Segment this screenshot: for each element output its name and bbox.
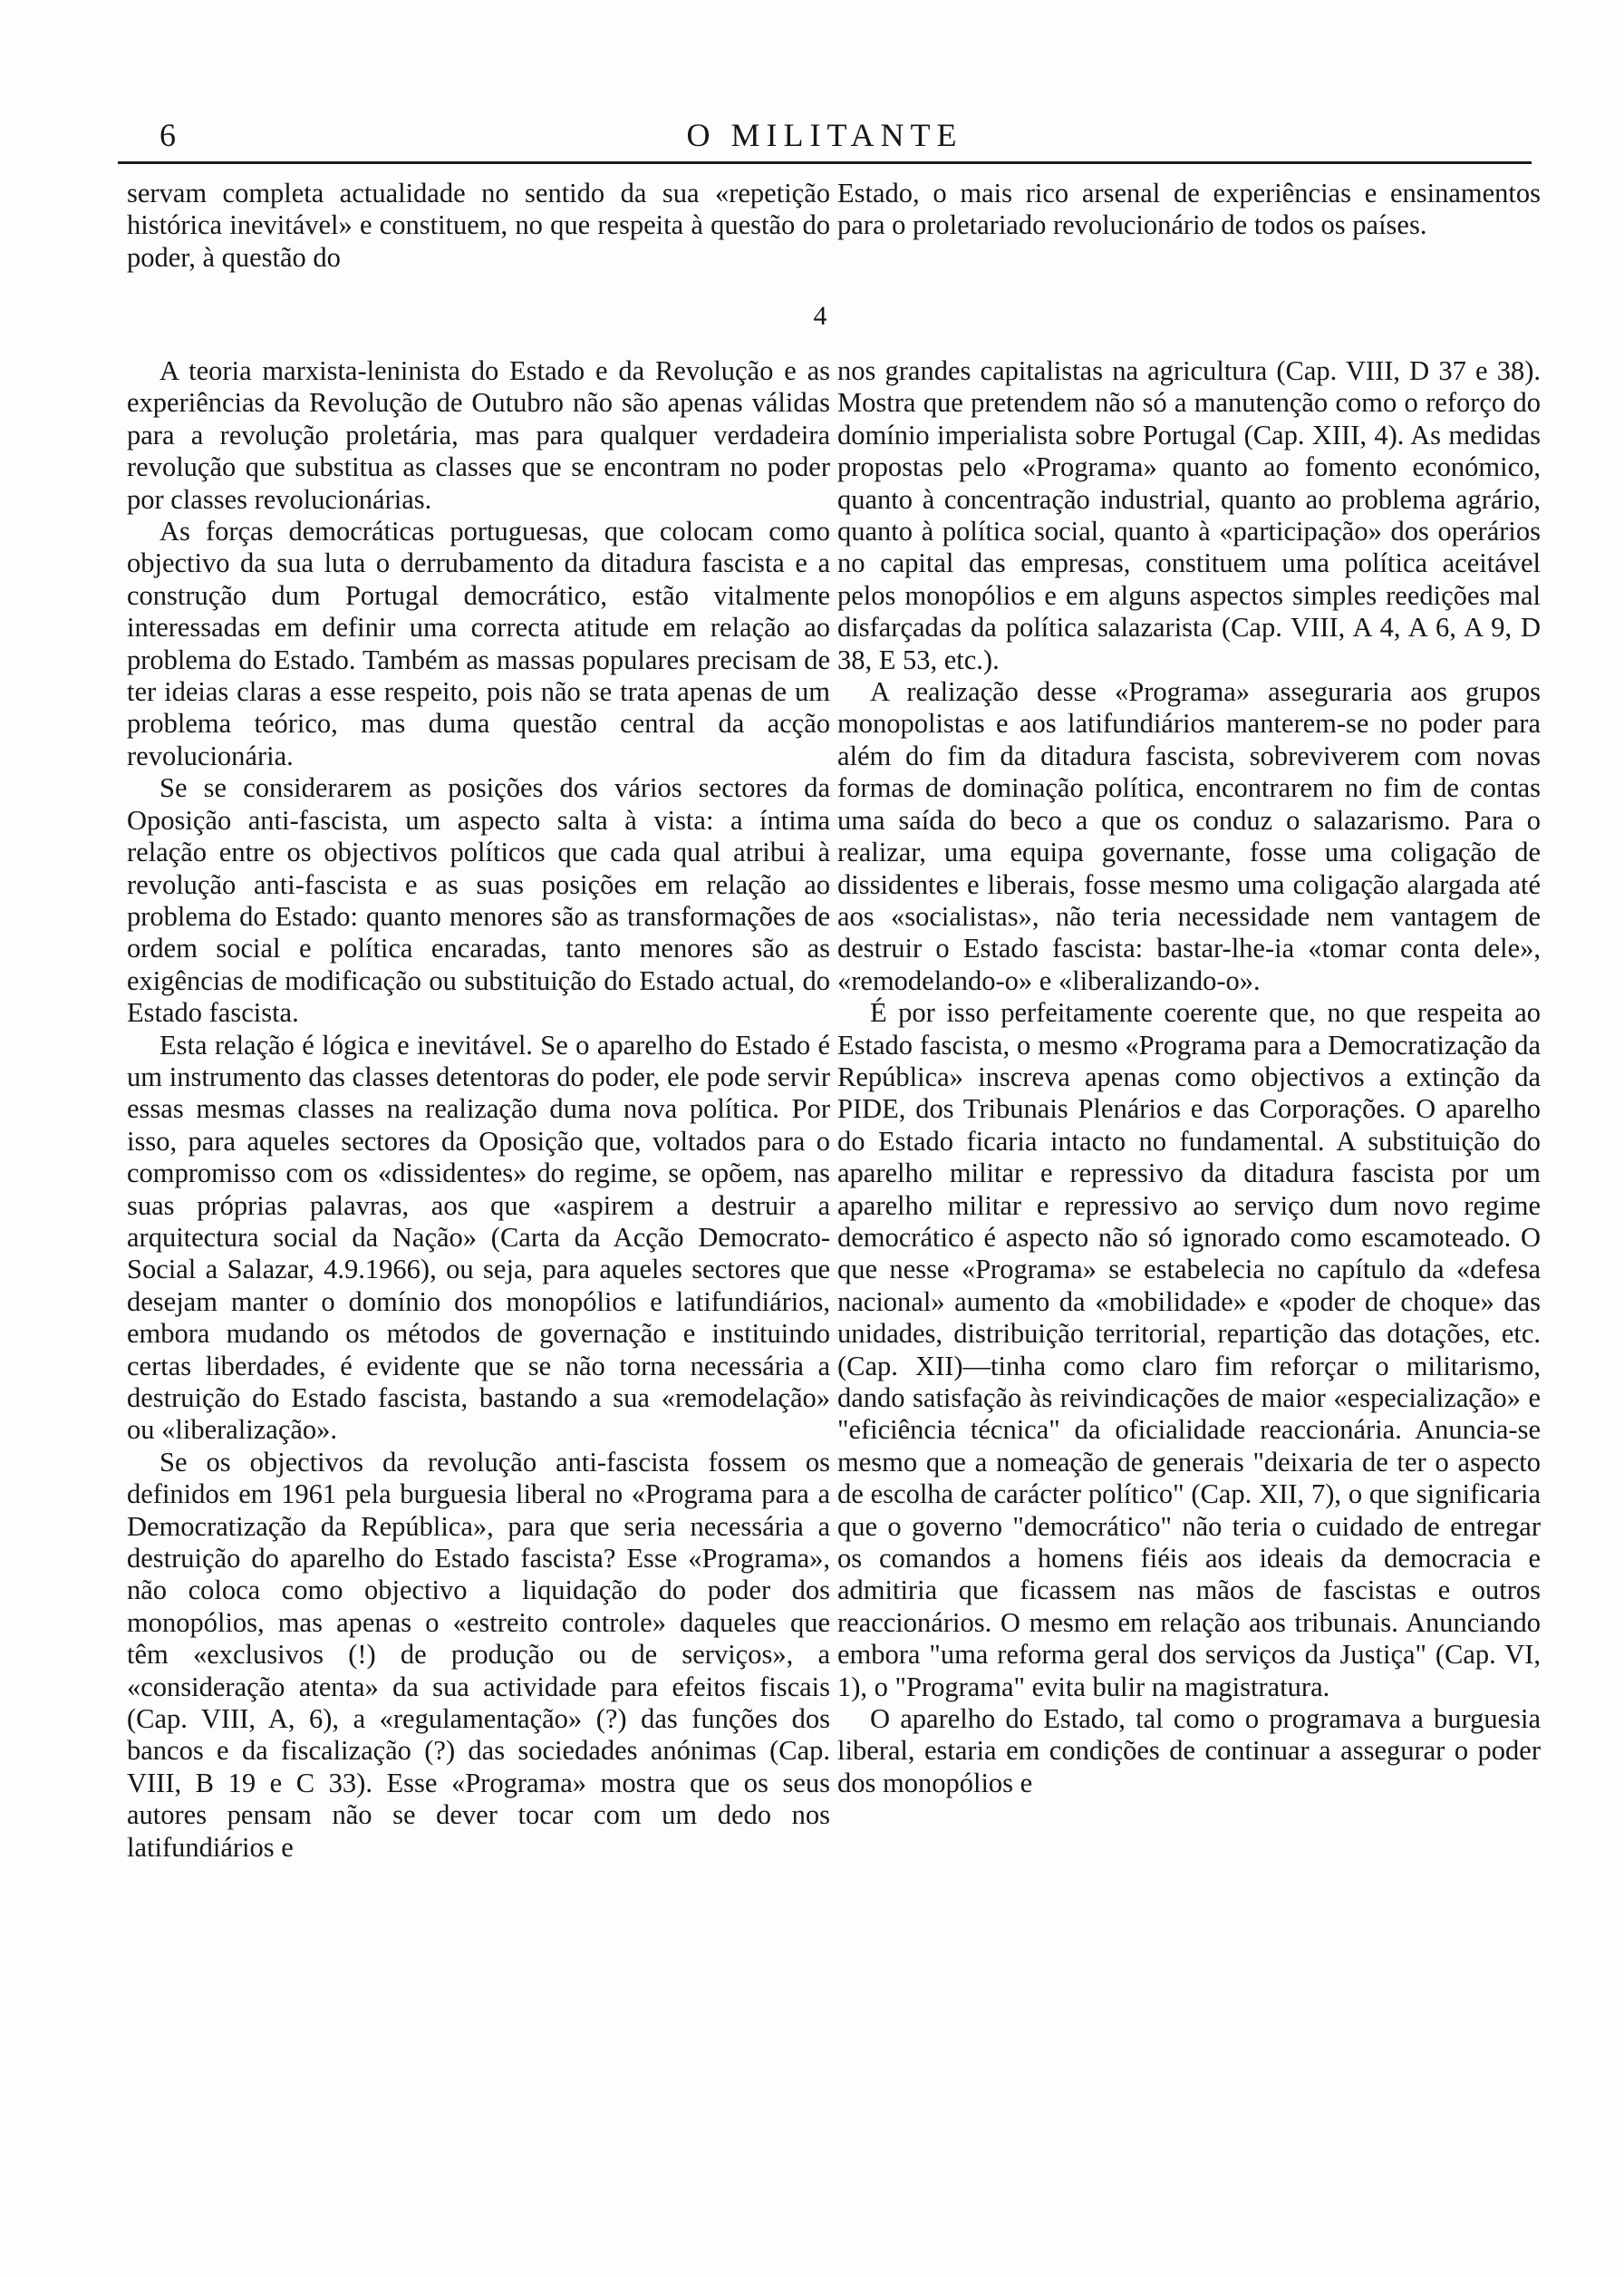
top-left-continuation <box>127 178 830 274</box>
right-column <box>837 355 1541 1799</box>
paragraph: Se os objectivos da revolução anti-fascista fossem os definidos em 1961 pela burguesia liberal no «Programa para a Democratização da República», para que seria necessária a destruição do aparelho do Estado fascista? Esse «Programa», não coloca como objectivo a liquidação do poder dos monopólios, mas apenas o «estreito controle» daqueles que têm «exclusivos (!) de produção ou de serviços», a «consideração atenta» da sua actividade para efeitos fiscais (Cap. VIII, A, 6), a «regulamentação» (?) das funções dos bancos e da fiscalização (?) das sociedades anónimas (Cap. VIII, B 19 e C 33). Esse «Programa» mostra que os seus autores pensam não se dever tocar com um dedo nos latifundiários e <box>127 1446 830 1863</box>
paragraph: O aparelho do Estado, tal como o programava a burguesia liberal, estaria em condições de continuar a assegurar o poder dos monopólios e <box>837 1703 1541 1798</box>
page-header <box>118 116 1532 164</box>
paragraph: A realização desse «Programa» asseguraria aos grupos monopolistas e aos latifundiários manterem-se no poder para além do fim da ditadura fascista, sobreviverem com novas formas de dominação política, encontrarem no fim de contas uma saída do beco a que os conduz o salazarismo. Para o realizar, uma equipa governante, fosse uma coligação de dissidentes e liberais, fosse mesmo uma coligação alargada até aos «socialistas», não teria necessidade nem vantagem de destruir o Estado fascista: bastar-lhe-ia «tomar conta dele», «remodelando-o» e «liberalizando-o». <box>837 676 1541 996</box>
page-number: 6 <box>160 117 176 153</box>
paragraph: servam completa actualidade no sentido da sua «repetição histórica inevitável» e constituem, no que respeita à questão do poder, à questão do <box>127 178 830 273</box>
paragraph: A teoria marxista-leninista do Estado e da Revolução e as experiências da Revolução de Outubro não são apenas válidas para a revolução proletária, mas para qualquer verdadeira revolução que substitua as classes que se encontram no poder por classes revolucionárias. <box>127 355 830 515</box>
paragraph: As forças democráticas portuguesas, que colocam como objectivo da sua luta o derrubamento da ditadura fascista e a construção dum Portugal democrático, estão vitalmente interessadas em definir uma correcta atitude em relação ao problema do Estado. Também as massas populares precisam de ter ideias claras a esse respeito, pois não se trata apenas de um problema teórico, mas duma questão central da acção revolucionária. <box>127 516 830 771</box>
paragraph: É por isso perfeitamente coerente que, no que respeita ao Estado fascista, o mesmo «Programa para a Democratização da República» inscreva apenas como objectivos a extinção da PIDE, dos Tribunais Plenários e das Corporações. O aparelho do Estado ficaria intacto no fundamental. A substituição do aparelho militar e repressivo da ditadura fascista por um aparelho militar e repressivo ao serviço dum novo regime democrático é aspecto não só ignorado como escamoteado. O que nesse «Programa» se estabelecia no capítulo da «defesa nacional» aumento da «mobilidade» e «poder de choque» das unidades, distribuição territorial, repartição das dotações, etc. (Cap. XII)—tinha como claro fim reforçar o militarismo, dando satisfação às reivindicações de maior «especialização» e "eficiência técnica" da oficialidade reaccionária. Anuncia-se mesmo que a nomeação de generais "deixaria de ter o aspecto de escolha de carácter político" (Cap. XII, 7), o que significaria que o governo "democrático" não teria o cuidado de entregar os comandos a homens fiéis aos ideais da democracia e admitiria que ficassem nas mãos de fascistas e outros reaccionários. O mesmo em relação aos tribunais. Anunciando embora "uma reforma geral dos serviços da Justiça" (Cap. VI, 1), o "Programa" evita bulir na magistratura. <box>837 997 1541 1702</box>
journal-title: O MILITANTE <box>686 117 963 153</box>
left-column <box>127 355 830 1864</box>
top-right-continuation <box>837 178 1541 242</box>
paragraph: nos grandes capitalistas na agricultura (Cap. VIII, D 37 e 38). Mostra que pretendem não só a manutenção como o reforço do domínio imperialista sobre Portugal (Cap. XIII, 4). As medidas propostas pelo «Programa» quanto ao fomento económico, quanto à concentração industrial, quanto ao problema agrário, quanto à política social, quanto à «participação» dos operários no capital das empresas, constituem uma política aceitável pelos monopólios e em alguns aspectos simples reedições mal disfarçadas da política salazarista (Cap. VIII, A 4, A 6, A 9, D 38, E 53, etc.). <box>837 355 1541 675</box>
paragraph: Se se considerarem as posições dos vários sectores da Oposição anti-fascista, um aspecto salta à vista: a íntima relação entre os objectivos políticos que cada qual atribui à revolução anti-fascista e as suas posições em relação ao problema do Estado: quanto menores são as transformações de ordem social e política encaradas, tanto menores são as exigências de modificação ou substituição do Estado actual, do Estado fascista. <box>127 772 830 1029</box>
section-number: 4 <box>813 301 827 331</box>
paragraph: Estado, o mais rico arsenal de experiências e ensinamentos para o proletariado revolucionário de todos os países. <box>837 178 1541 241</box>
paragraph: Esta relação é lógica e inevitável. Se o aparelho do Estado é um instrumento das classes detentoras do poder, ele pode servir essas mesmas classes na realização duma nova política. Por isso, para aqueles sectores da Oposição que, voltados para o compromisso com os «dissidentes» do regime, se opõem, nas suas próprias palavras, aos que «aspirem a destruir a arquitectura social da Nação» (Carta da Acção Democrato-Social a Salazar, 4.9.1966), ou seja, para aqueles sectores que desejam manter o domínio dos monopólios e latifundiários, embora mudando os métodos de governação e instituindo certas liberdades, é evidente que se não torna necessária a destruição do Estado fascista, bastando a sua «remodelação» ou «liberalização». <box>127 1029 830 1446</box>
